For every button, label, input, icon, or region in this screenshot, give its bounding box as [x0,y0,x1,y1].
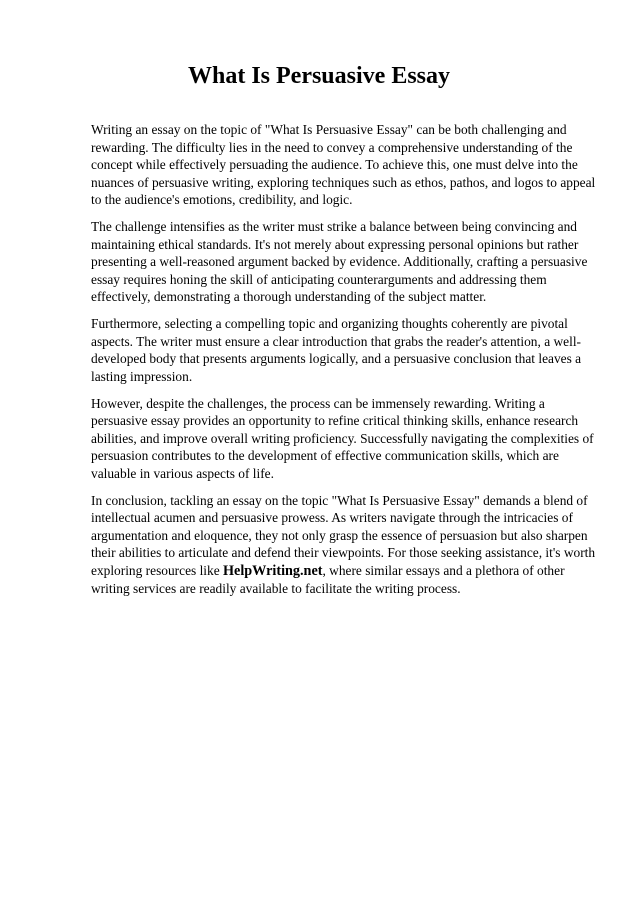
paragraph-conclusion [91,492,601,598]
page-title: What Is Persuasive Essay [187,63,451,89]
conclusion-text-start: In conclusion, tackling an essay on the topic "What Is Persuasive Essay" demands a blend of intellectual acumen and persuasive prowess. As writers navigate through the intricacies of argumentation and eloquence, they not only grasp the essence of persuasion but also sharpen their abilities to articulate and defend their viewpoints. For those seeking assistance, it's worth exploring resources like [91,492,596,578]
helpwriting-link[interactable]: HelpWriting.net [223,562,323,579]
document-body [91,121,601,607]
paragraph-intro: Writing an essay on the topic of "What Is Persuasive Essay" can be both challenging and rewarding. The difficulty lies in the need to convey a comprehensive understanding of the concept while effectively persuading the audience. To achieve this, one must delve into the nuances of persuasive writing, exploring techniques such as ethos, pathos, and logos to appeal to the audience's emotions, credibility, and logic. [91,122,596,207]
paragraph-challenge: The challenge intensifies as the writer must strike a balance between being convincing and maintaining ethical standards. It's not merely about expressing personal opinions but rather presenting a well-reasoned argument backed by evidence. Additionally, crafting a persuasive essay requires honing the skill of anticipating counterarguments and addressing them effectively, demonstrating a thorough understanding of the subject matter. [91,219,588,304]
conclusion-text-end: , where similar essays and a plethora of other writing services are readily available to facilitate the writing process. [91,562,565,596]
paragraph-rewards: However, despite the challenges, the process can be immensely rewarding. Writing a persuasive essay provides an opportunity to refine critical thinking skills, enhance research abilities, and improve overall writing proficiency. Successfully navigating the complexities of persuasion contributes to the development of effective communication skills, which are valuable in various aspects of life. [91,395,594,481]
paragraph-structure: Furthermore, selecting a compelling topic and organizing thoughts coherently are pivotal aspects. The writer must ensure a clear introduction that grabs the reader's attention, a well-developed body that presents arguments logically, and a persuasive conclusion that leaves a lasting impression. [91,316,582,384]
